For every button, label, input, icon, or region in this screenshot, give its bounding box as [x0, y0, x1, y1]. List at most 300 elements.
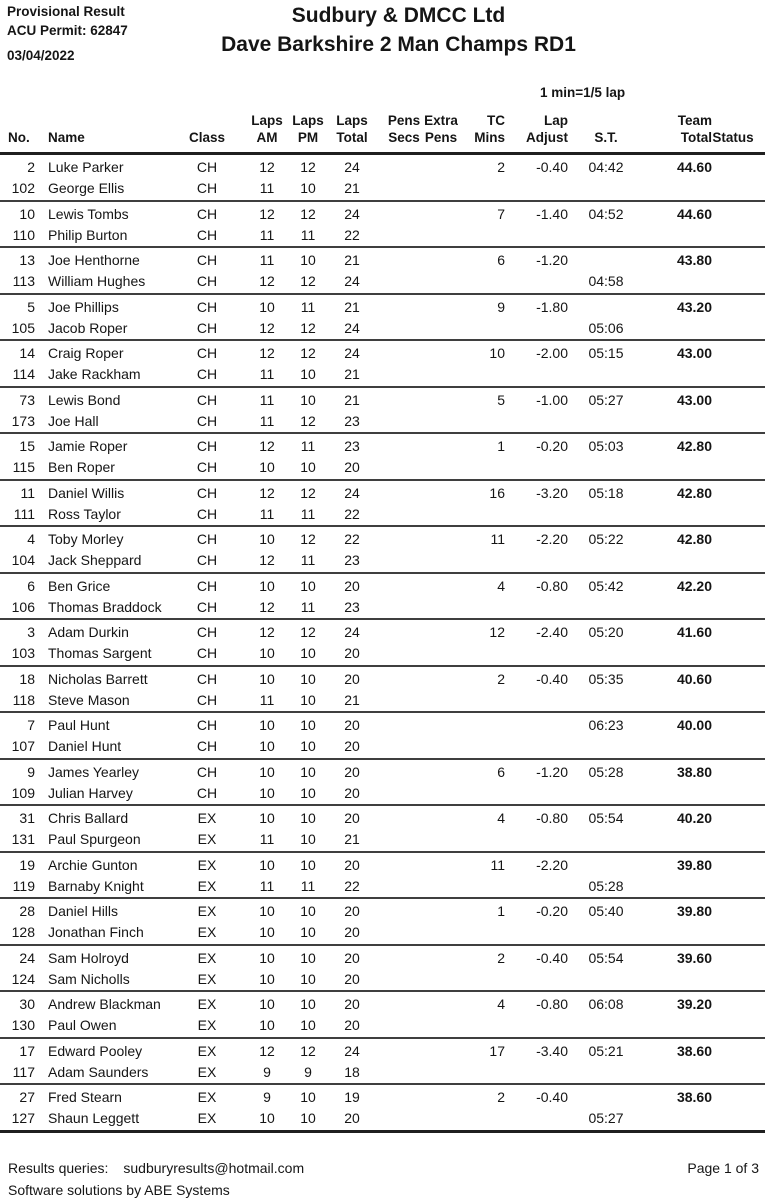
cell-tc: 6	[497, 763, 505, 780]
cell-cls: CH	[196, 366, 218, 382]
event-title: Dave Barkshire 2 Man Champs RD1	[221, 33, 576, 56]
cell-pm: 12	[300, 412, 316, 429]
cell-pm: 12	[300, 345, 316, 361]
cell-team: 38.60	[676, 1089, 712, 1105]
cell-cls: CH	[196, 670, 218, 687]
cell-no: 103	[11, 645, 35, 661]
rider-row	[0, 690, 765, 711]
cell-no: 14	[19, 345, 35, 361]
rider-row	[0, 178, 765, 199]
cell-pm: 12	[300, 484, 316, 501]
header-pens-secs: Pens Secs	[387, 113, 421, 145]
cell-no: 127	[11, 1110, 35, 1126]
cell-name: Adam Saunders	[48, 1063, 149, 1080]
cell-adj: -2.20	[536, 856, 568, 873]
cell-am: 10	[259, 856, 275, 873]
cell-pm: 10	[300, 970, 316, 987]
cell-cls: CH	[196, 205, 218, 222]
cell-pm: 12	[300, 205, 316, 222]
rider-row	[0, 157, 765, 178]
provisional-label: Provisional Result	[7, 4, 125, 19]
cell-name: Fred Stearn	[48, 1089, 122, 1105]
cell-name: Joe Henthorne	[48, 252, 140, 268]
cell-pm: 10	[300, 996, 316, 1012]
cell-cls: CH	[196, 226, 218, 243]
cell-pm: 10	[300, 1110, 316, 1126]
cell-tot: 20	[344, 784, 360, 801]
cell-name: Archie Gunton	[48, 856, 138, 873]
cell-team: 39.80	[676, 903, 712, 919]
header-st: S.T.	[594, 130, 618, 145]
cell-cls: CH	[196, 717, 218, 733]
rider-row	[0, 436, 765, 457]
cell-adj: -0.80	[536, 996, 568, 1012]
cell-name: Lewis Tombs	[48, 205, 129, 222]
cell-pm: 12	[300, 273, 316, 289]
cell-st: 04:42	[588, 159, 624, 175]
cell-no: 114	[12, 366, 35, 382]
cell-am: 10	[259, 577, 275, 594]
cell-cls: EX	[197, 970, 217, 987]
cell-tot: 20	[344, 459, 360, 475]
cell-cls: EX	[197, 810, 217, 826]
cell-tot: 22	[344, 226, 360, 243]
cell-tc: 2	[497, 159, 505, 175]
cell-adj: -0.80	[536, 577, 568, 594]
rider-row	[0, 1108, 765, 1129]
cell-pm: 12	[300, 319, 316, 336]
cell-am: 12	[259, 345, 275, 361]
cell-name: Sam Nicholls	[48, 970, 130, 987]
cell-tot: 19	[344, 1089, 360, 1105]
cell-tot: 20	[344, 1110, 360, 1126]
cell-no: 11	[20, 484, 35, 501]
cell-tot: 20	[344, 763, 360, 780]
cell-pm: 10	[300, 459, 316, 475]
cell-pm: 12	[300, 1042, 316, 1059]
rider-row	[0, 390, 765, 411]
cell-cls: EX	[197, 924, 217, 940]
table-header	[0, 85, 765, 155]
cell-no: 115	[12, 459, 35, 475]
rider-row	[0, 318, 765, 339]
team-pair-row	[0, 713, 765, 760]
cell-tc: 2	[497, 949, 505, 966]
rider-row	[0, 829, 765, 850]
cell-cls: EX	[197, 1089, 217, 1105]
cell-pm: 11	[300, 877, 316, 894]
team-pair-row	[0, 155, 765, 202]
rider-row	[0, 922, 765, 943]
cell-am: 10	[259, 1110, 275, 1126]
cell-tc: 11	[490, 531, 505, 547]
cell-am: 12	[259, 598, 275, 615]
cell-name: Jake Rackham	[48, 366, 141, 382]
cell-am: 10	[259, 970, 275, 987]
cell-name: Joe Phillips	[48, 298, 119, 315]
cell-tot: 20	[344, 645, 360, 661]
header-laps-total: Laps Total	[336, 113, 368, 145]
cell-pm: 10	[300, 784, 316, 801]
cell-pm: 10	[300, 577, 316, 594]
cell-tot: 24	[344, 1042, 360, 1059]
rider-row	[0, 529, 765, 550]
cell-cls: CH	[196, 624, 218, 640]
cell-tc: 12	[489, 624, 505, 640]
cell-name: Philip Burton	[48, 226, 128, 243]
cell-cls: CH	[196, 577, 218, 594]
cell-cls: EX	[197, 831, 217, 847]
cell-pm: 10	[300, 763, 316, 780]
cell-st: 05:54	[588, 810, 624, 826]
cell-tot: 20	[344, 717, 360, 733]
header-name: Name	[48, 130, 85, 145]
cell-tot: 20	[344, 903, 360, 919]
cell-st: 04:58	[588, 273, 624, 289]
cell-pm: 10	[300, 924, 316, 940]
header-laps-am: Laps AM	[251, 113, 283, 145]
cell-adj: -0.20	[536, 438, 568, 454]
rider-row	[0, 855, 765, 876]
cell-tot: 21	[344, 366, 360, 382]
cell-no: 18	[19, 670, 35, 687]
cell-pm: 11	[300, 552, 316, 568]
cell-st: 05:20	[588, 624, 624, 640]
cell-tc: 17	[489, 1042, 505, 1059]
cell-am: 12	[259, 1042, 275, 1059]
cell-no: 31	[19, 810, 35, 826]
cell-tc: 5	[497, 391, 505, 408]
cell-am: 10	[259, 1017, 275, 1033]
event-date: 03/04/2022	[7, 48, 75, 63]
cell-cls: EX	[197, 1110, 217, 1126]
cell-tot: 21	[344, 180, 360, 196]
cell-name: Daniel Willis	[48, 484, 125, 501]
cell-am: 10	[259, 531, 275, 547]
cell-no: 13	[19, 252, 35, 268]
cell-name: Julian Harvey	[48, 784, 133, 801]
cell-tot: 22	[344, 877, 360, 894]
cell-cls: EX	[197, 949, 217, 966]
rider-row	[0, 1015, 765, 1036]
cell-team: 39.80	[676, 856, 712, 873]
cell-pm: 9	[304, 1063, 312, 1080]
footer-queries	[8, 1160, 304, 1176]
cell-no: 5	[27, 298, 35, 315]
cell-tc: 4	[497, 577, 505, 594]
header-team-total: Team Total	[677, 113, 712, 145]
cell-tot: 24	[344, 624, 360, 640]
cell-name: Andrew Blackman	[48, 996, 161, 1012]
cell-tot: 20	[344, 1017, 360, 1033]
cell-adj: -2.40	[536, 624, 568, 640]
rider-row	[0, 483, 765, 504]
rider-row	[0, 643, 765, 664]
cell-no: 17	[19, 1042, 35, 1059]
cell-team: 40.20	[676, 810, 712, 826]
rider-row	[0, 969, 765, 990]
cell-name: Jacob Roper	[48, 319, 128, 336]
cell-tot: 21	[344, 252, 360, 268]
cell-am: 10	[259, 459, 275, 475]
team-pair-row	[0, 481, 765, 528]
team-pair-row	[0, 620, 765, 667]
cell-name: Thomas Braddock	[48, 598, 162, 615]
cell-cls: EX	[197, 1063, 217, 1080]
header-no: No.	[8, 130, 30, 145]
cell-tot: 21	[344, 298, 360, 315]
rider-row	[0, 271, 765, 292]
cell-tot: 23	[344, 412, 360, 429]
cell-adj: -3.20	[536, 484, 568, 501]
cell-name: Toby Morley	[48, 531, 124, 547]
cell-adj: -2.20	[536, 531, 568, 547]
results-email: sudburyresults@hotmail.com	[123, 1160, 305, 1176]
rider-row	[0, 948, 765, 969]
rider-row	[0, 1062, 765, 1083]
page-number: Page 1 of 3	[687, 1160, 759, 1176]
cell-pm: 11	[300, 298, 316, 315]
cell-no: 2	[27, 159, 35, 175]
cell-tc: 10	[489, 345, 505, 361]
rider-row	[0, 736, 765, 757]
cell-no: 30	[19, 996, 35, 1012]
cell-name: Ross Taylor	[48, 505, 121, 522]
software-credit: Software solutions by ABE Systems	[8, 1182, 230, 1198]
acu-permit: ACU Permit: 62847	[7, 23, 128, 38]
cell-am: 10	[259, 670, 275, 687]
cell-tc: 9	[497, 298, 505, 315]
cell-no: 73	[19, 391, 35, 408]
cell-name: Nicholas Barrett	[48, 670, 148, 687]
cell-team: 42.80	[676, 438, 712, 454]
cell-am: 11	[259, 252, 275, 268]
team-pair-row	[0, 434, 765, 481]
page-title	[32, 1, 765, 59]
cell-pm: 10	[300, 1089, 316, 1105]
cell-st: 04:52	[588, 205, 624, 222]
team-pair-row	[0, 1039, 765, 1086]
cell-name: Daniel Hunt	[48, 738, 122, 754]
cell-am: 11	[259, 391, 275, 408]
cell-team: 43.00	[676, 391, 712, 408]
cell-adj: -0.80	[536, 810, 568, 826]
team-pair-row	[0, 992, 765, 1039]
cell-am: 11	[259, 877, 275, 894]
cell-name: Ben Grice	[48, 577, 111, 594]
cell-cls: CH	[196, 691, 218, 708]
cell-tot: 20	[344, 970, 360, 987]
cell-tot: 18	[344, 1063, 360, 1080]
cell-tot: 21	[344, 831, 360, 847]
cell-name: William Hughes	[48, 273, 146, 289]
cell-tot: 20	[344, 670, 360, 687]
cell-team: 38.80	[676, 763, 712, 780]
cell-am: 11	[259, 831, 275, 847]
cell-st: 05:21	[588, 1042, 624, 1059]
cell-name: Shaun Leggett	[48, 1110, 140, 1126]
cell-cls: EX	[197, 1017, 217, 1033]
rider-row	[0, 204, 765, 225]
team-pair-row	[0, 248, 765, 295]
cell-cls: CH	[196, 273, 218, 289]
cell-name: Paul Hunt	[48, 717, 110, 733]
rider-row	[0, 225, 765, 246]
team-pair-row	[0, 341, 765, 388]
cell-adj: -1.80	[536, 298, 568, 315]
cell-am: 10	[259, 763, 275, 780]
cell-tc: 6	[497, 252, 505, 268]
rider-row	[0, 343, 765, 364]
cell-am: 12	[259, 438, 275, 454]
cell-pm: 10	[300, 810, 316, 826]
cell-no: 117	[12, 1063, 35, 1080]
cell-no: 27	[19, 1089, 35, 1105]
cell-adj: -2.00	[536, 345, 568, 361]
club-title: Sudbury & DMCC Ltd	[291, 4, 506, 27]
rider-row	[0, 1087, 765, 1108]
cell-cls: CH	[196, 319, 218, 336]
queries-label: Results queries:	[8, 1160, 109, 1176]
cell-cls: CH	[196, 180, 218, 196]
cell-name: Jack Sheppard	[48, 552, 142, 568]
cell-tc: 1	[497, 438, 505, 454]
cell-st: 05:42	[588, 577, 624, 594]
cell-name: Paul Owen	[48, 1017, 117, 1033]
cell-tot: 20	[344, 996, 360, 1012]
cell-no: 130	[11, 1017, 35, 1033]
cell-no: 102	[11, 180, 35, 196]
team-pair-row	[0, 295, 765, 342]
cell-cls: CH	[196, 505, 218, 522]
cell-cls: CH	[196, 345, 218, 361]
cell-tc: 4	[497, 810, 505, 826]
cell-am: 12	[259, 319, 275, 336]
cell-cls: CH	[196, 552, 218, 568]
rider-row	[0, 715, 765, 736]
rider-row	[0, 876, 765, 897]
cell-no: 9	[27, 763, 35, 780]
cell-am: 12	[259, 159, 275, 175]
cell-cls: CH	[196, 784, 218, 801]
cell-am: 12	[259, 484, 275, 501]
cell-cls: EX	[197, 903, 217, 919]
cell-no: 104	[11, 552, 35, 568]
cell-tot: 20	[344, 924, 360, 940]
cell-am: 9	[263, 1063, 271, 1080]
cell-st: 05:18	[588, 484, 624, 501]
cell-am: 10	[259, 996, 275, 1012]
rider-row	[0, 297, 765, 318]
cell-tc: 7	[497, 205, 505, 222]
cell-cls: EX	[197, 996, 217, 1012]
cell-adj: -0.40	[536, 1089, 568, 1105]
cell-am: 10	[259, 903, 275, 919]
cell-pm: 12	[300, 159, 316, 175]
results-body	[0, 155, 765, 1133]
cell-no: 6	[27, 577, 35, 594]
cell-st: 05:27	[588, 1110, 624, 1126]
cell-name: Jamie Roper	[48, 438, 128, 454]
cell-name: George Ellis	[48, 180, 125, 196]
cell-am: 12	[259, 624, 275, 640]
cell-am: 10	[259, 784, 275, 801]
cell-tot: 22	[344, 505, 360, 522]
cell-tot: 23	[344, 552, 360, 568]
cell-team: 43.20	[676, 298, 712, 315]
cell-tot: 20	[344, 577, 360, 594]
cell-pm: 10	[300, 391, 316, 408]
cell-name: Sam Holroyd	[48, 949, 129, 966]
team-pair-row	[0, 574, 765, 621]
team-pair-row	[0, 946, 765, 993]
cell-pm: 12	[300, 624, 316, 640]
rider-row	[0, 783, 765, 804]
header-lap-adjust: Lap Adjust	[526, 113, 568, 145]
cell-tot: 24	[344, 159, 360, 175]
cell-tc: 16	[489, 484, 505, 501]
cell-pm: 10	[300, 831, 316, 847]
cell-st: 05:27	[588, 391, 624, 408]
cell-pm: 10	[300, 903, 316, 919]
cell-cls: CH	[196, 459, 218, 475]
cell-no: 109	[11, 784, 35, 801]
cell-am: 10	[259, 738, 275, 754]
cell-am: 11	[259, 366, 275, 382]
cell-tot: 24	[344, 319, 360, 336]
cell-am: 10	[259, 949, 275, 966]
rider-row	[0, 504, 765, 525]
rider-row	[0, 550, 765, 571]
cell-pm: 11	[300, 598, 316, 615]
cell-no: 28	[19, 903, 35, 919]
rider-row	[0, 597, 765, 618]
cell-no: 107	[11, 738, 35, 754]
team-pair-row	[0, 667, 765, 714]
cell-name: Joe Hall	[48, 412, 99, 429]
cell-pm: 10	[300, 738, 316, 754]
cell-tot: 20	[344, 810, 360, 826]
cell-cls: CH	[196, 159, 218, 175]
cell-st: 05:22	[588, 531, 624, 547]
cell-team: 39.60	[676, 949, 712, 966]
cell-tc: 4	[497, 996, 505, 1012]
rider-row	[0, 994, 765, 1015]
cell-pm: 11	[300, 226, 316, 243]
cell-cls: EX	[197, 856, 217, 873]
cell-name: Steve Mason	[48, 691, 130, 708]
cell-adj: -0.40	[536, 670, 568, 687]
cell-name: Chris Ballard	[48, 810, 129, 826]
cell-am: 12	[259, 552, 275, 568]
cell-adj: -3.40	[536, 1042, 568, 1059]
cell-team: 40.60	[676, 670, 712, 687]
rider-row	[0, 364, 765, 385]
cell-name: Jonathan Finch	[48, 924, 144, 940]
cell-no: 4	[27, 531, 35, 547]
cell-cls: CH	[196, 252, 218, 268]
cell-pm: 10	[300, 645, 316, 661]
cell-name: Daniel Hills	[48, 903, 119, 919]
cell-team: 42.20	[676, 577, 712, 594]
cell-am: 9	[263, 1089, 271, 1105]
cell-pm: 10	[300, 670, 316, 687]
cell-tot: 23	[344, 598, 360, 615]
cell-cls: CH	[196, 531, 218, 547]
cell-no: 7	[27, 717, 35, 733]
cell-pm: 10	[300, 949, 316, 966]
rider-row	[0, 622, 765, 643]
